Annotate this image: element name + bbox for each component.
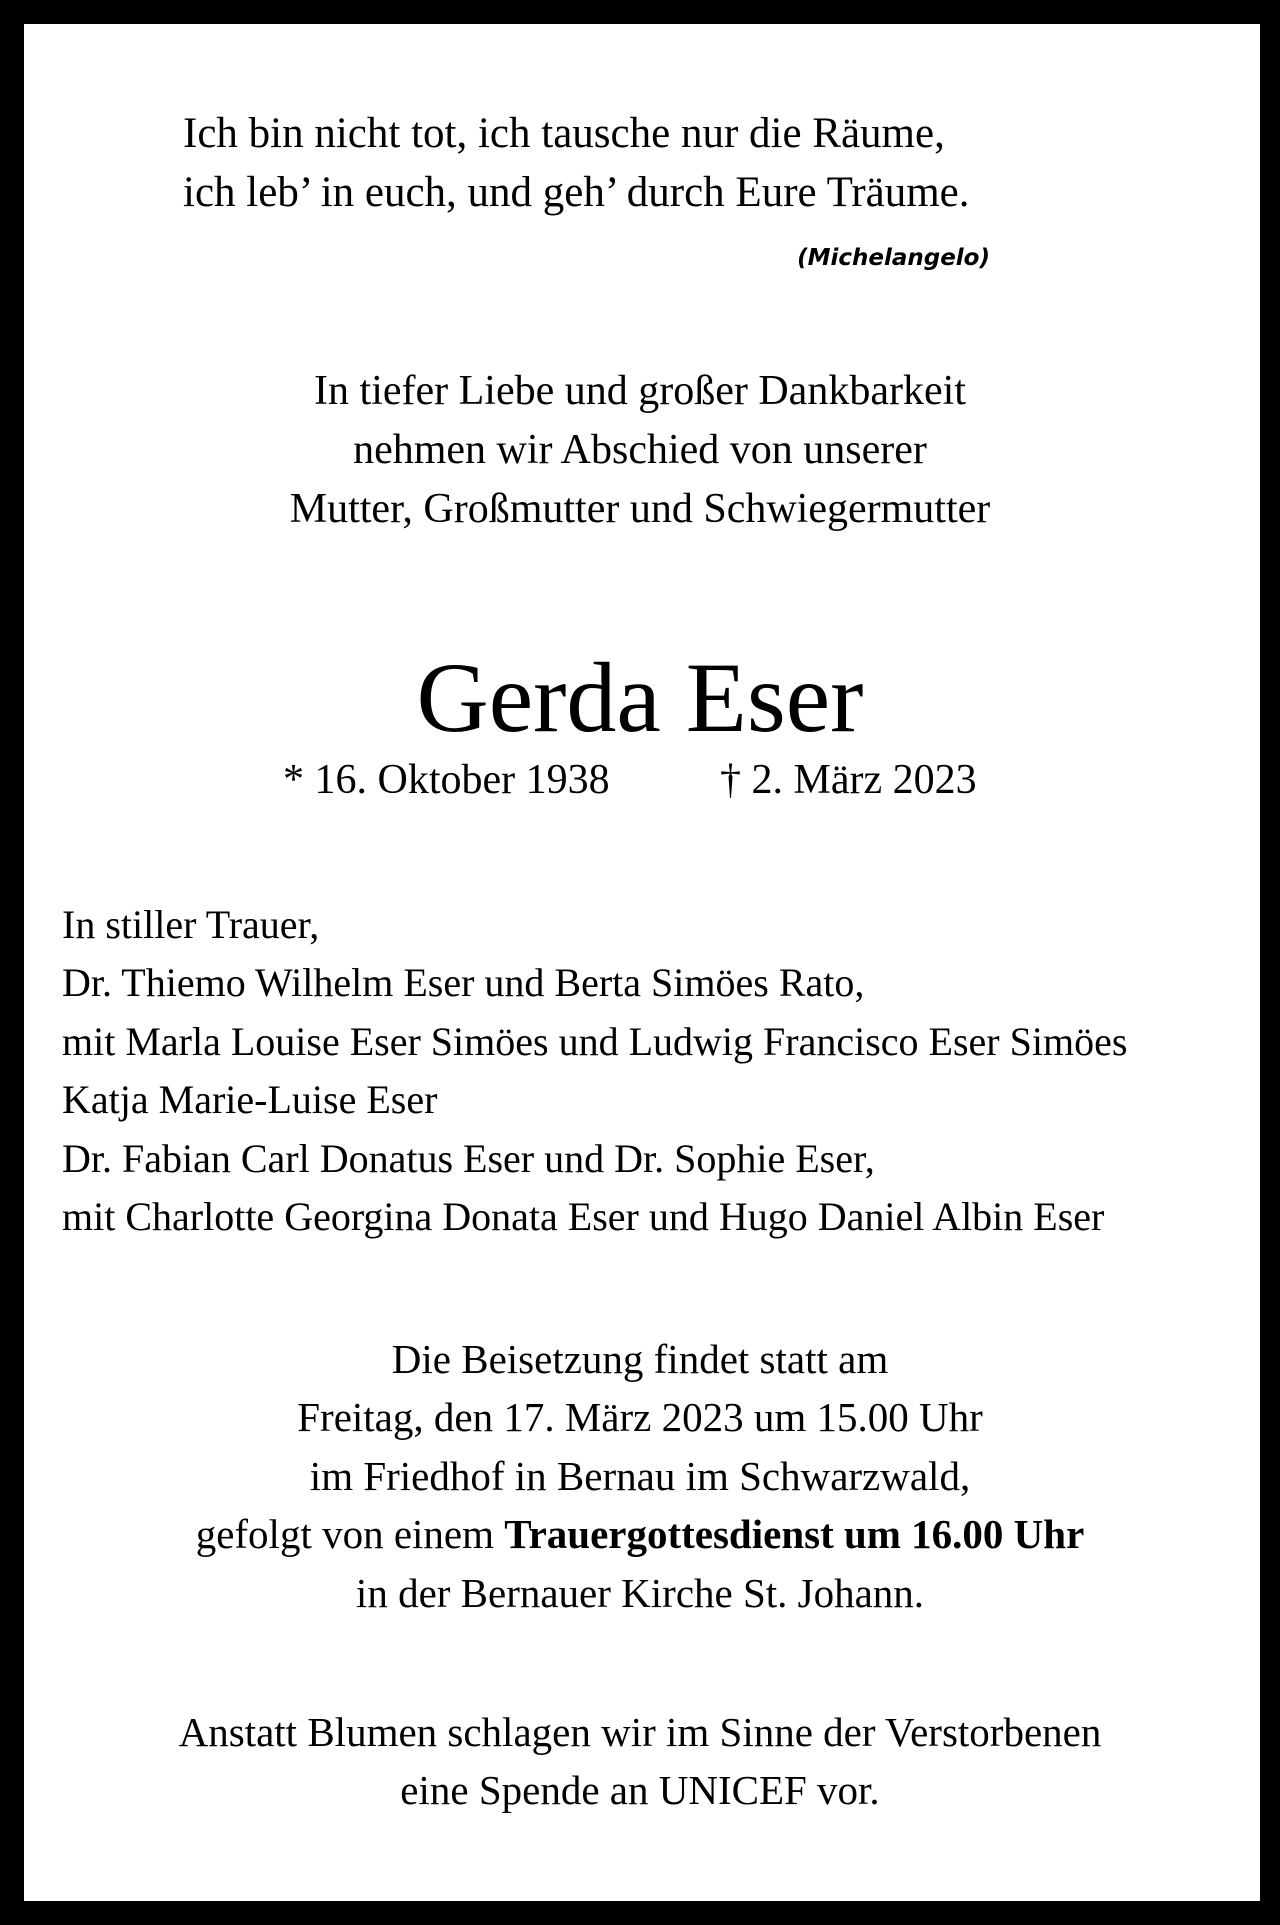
funeral-line-5: in der Bernauer Kirche St. Johann. [355,1569,925,1616]
donation-note [0,1703,1280,1819]
life-dates [0,752,1280,808]
intro-line-3: Mutter, Großmutter und Schwiegermutter [289,486,991,532]
intro-line-1: In tiefer Liebe und großer Dankbarkeit [314,368,966,414]
mourners-list [62,896,1242,1246]
deceased-name: Gerda Eser [416,642,864,753]
donation-line-2: eine Spende an UNICEF vor. [400,1767,880,1813]
quote-line-1: Ich bin nicht tot, ich tausche nur die Räume, [183,110,945,157]
birth-date: * 16. Oktober 1938 [283,757,610,803]
funeral-line-1: Die Beisetzung findet statt am [391,1336,889,1382]
mourner-line: Dr. Thiemo Wilhelm Eser und Berta Simöes Rato, [62,960,865,1006]
funeral-line-4-prefix: gefolgt von einem [195,1511,505,1558]
funeral-line-2: Freitag, den 17. März 2023 um 15.00 Uhr [297,1394,983,1441]
death-date: † 2. März 2023 [720,757,977,803]
funeral-line-3: im Friedhof in Bernau im Schwarzwald, [309,1452,971,1499]
intro-text [0,362,1280,539]
quote-line-2: ich leb’ in euch, und geh’ durch Eure Träume. [183,169,970,216]
mourner-line: mit Charlotte Georgina Donata Eser und Hugo Daniel Albin Eser [62,1194,1105,1240]
mourner-line: Katja Marie-Luise Eser [62,1077,438,1123]
quote-attribution: (Michelangelo) [797,245,990,271]
quote [183,104,1003,222]
mourners-heading: In stiller Trauer, [62,902,320,947]
mourner-line: mit Marla Louise Eser Simöes und Ludwig Francisco Eser Simöes [62,1018,1128,1064]
mourner-line: Dr. Fabian Carl Donatus Eser und Dr. Sophie Eser, [62,1135,875,1181]
donation-line-1: Anstatt Blumen schlagen wir im Sinne der Verstorbenen [178,1709,1102,1755]
funeral-line-4 [0,1505,1280,1563]
funeral-details [0,1330,1280,1622]
intro-line-2: nehmen wir Abschied von unserer [353,427,927,473]
memorial-service-time: Trauergottesdienst um 16.00 Uhr [504,1511,1085,1558]
